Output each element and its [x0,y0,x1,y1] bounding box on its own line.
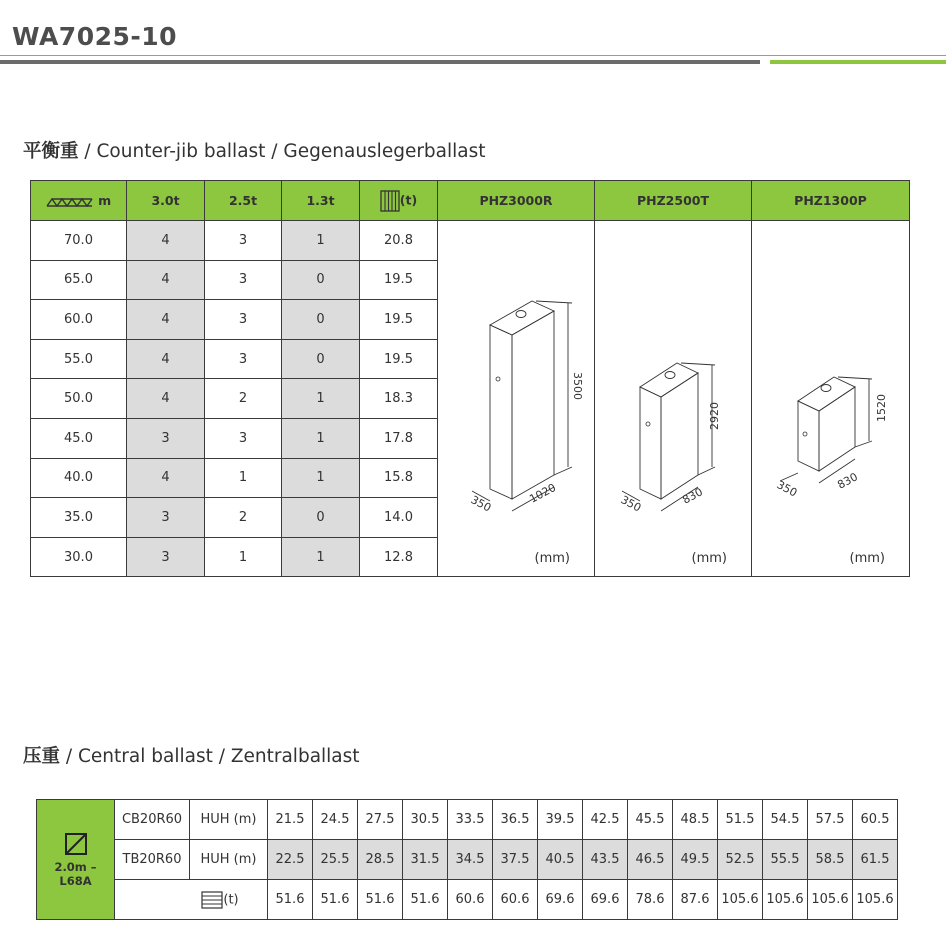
jib-length-cell: 45.0 [31,418,127,458]
hook-height-cell: 27.5 [358,800,403,840]
ballast-2-5t-cell: 3 [205,260,282,300]
phz2500t-unit-label: (mm) [691,551,727,567]
central-weight-cell: 78.6 [628,880,673,920]
ballast-2-5t-cell: 1 [205,537,282,577]
phz3000r-width: 1020 [527,481,559,506]
hook-height-cell: 61.5 [853,840,898,880]
jib-length-cell: 30.0 [31,537,127,577]
jib-lattice-icon [46,197,94,207]
block-phz3000r-header: PHZ3000R [438,181,595,221]
ballast-2-5t-cell: 3 [205,418,282,458]
central-weight-unit: (t) [223,892,239,907]
phz2500t-drawing-cell [595,221,752,577]
ballast-1-3t-cell: 1 [282,418,360,458]
ballast-1-3t-cell: 0 [282,300,360,340]
ballast-slab-icon [201,891,223,909]
hook-height-cell: 40.5 [538,840,583,880]
total-weight-cell: 19.5 [360,260,438,300]
central-weight-cell: 69.6 [538,880,583,920]
ballast-2-5t-cell: 3 [205,300,282,340]
ballast-type-cell: CB20R60 [115,800,190,840]
jib-length-cell: 40.0 [31,458,127,498]
central-ballast-title [23,742,360,768]
ballast-3t-cell: 3 [127,418,205,458]
mast-section-icon [64,832,88,856]
hook-height-cell: 22.5 [268,840,313,880]
jib-length-cell: 55.0 [31,339,127,379]
phz1300p-drawing-cell [752,221,910,577]
jib-length-header [31,181,127,221]
ballast-3t-cell: 4 [127,260,205,300]
ballast-2-5t-cell: 3 [205,339,282,379]
ballast-2-5t-cell: 1 [205,458,282,498]
hook-height-cell: 54.5 [763,800,808,840]
phz1300p-depth: 350 [774,478,800,500]
jib-length-cell: 65.0 [31,260,127,300]
hook-height-cell: 55.5 [763,840,808,880]
hook-height-cell: 60.5 [853,800,898,840]
hook-height-cell: 37.5 [493,840,538,880]
ballast-3t-cell: 4 [127,458,205,498]
hook-height-cell: 21.5 [268,800,313,840]
hook-height-cell: 33.5 [448,800,493,840]
hook-height-cell: 31.5 [403,840,448,880]
hook-height-cell: 42.5 [583,800,628,840]
phz2500t-width: 830 [680,485,705,507]
hook-height-cell: 28.5 [358,840,403,880]
ballast-3t-cell: 4 [127,379,205,419]
total-weight-cell: 18.3 [360,379,438,419]
ballast-1-3t-cell: 0 [282,339,360,379]
counter-jib-title-cjk: 平衡重 [23,141,79,162]
ballast-2-5t-cell: 3 [205,221,282,261]
hook-height-cell: 48.5 [673,800,718,840]
counter-jib-row [31,221,910,261]
ballast-1-3t-cell: 0 [282,498,360,538]
ballast-2-5t-cell: 2 [205,498,282,538]
total-weight-cell: 15.8 [360,458,438,498]
counter-jib-table [30,180,910,577]
counter-jib-title [23,137,486,163]
hook-height-cell: 51.5 [718,800,763,840]
phz2500t-height: 2920 [708,402,721,430]
jib-length-cell: 70.0 [31,221,127,261]
ballast-1-3t-header: 1.3t [282,181,360,221]
counter-jib-header-row [31,181,910,221]
hook-height-cell: 45.5 [628,800,673,840]
hook-height-unit-cell: HUH (m) [190,840,268,880]
central-weight-cell: 87.6 [673,880,718,920]
hook-height-unit-cell: HUH (m) [190,800,268,840]
central-weight-cell: 105.6 [763,880,808,920]
central-weight-label-cell [115,880,268,920]
central-weight-row [37,880,898,920]
model-title: WA7025-10 [12,22,178,51]
hook-height-cell: 52.5 [718,840,763,880]
central-weight-cell: 51.6 [358,880,403,920]
hook-height-cell: 49.5 [673,840,718,880]
central-weight-cell: 69.6 [583,880,628,920]
jib-length-cell: 50.0 [31,379,127,419]
central-weight-cell: 105.6 [718,880,763,920]
hook-height-cell: 25.5 [313,840,358,880]
central-weight-cell: 51.6 [268,880,313,920]
mast-section-label: 2.0m – L68A [54,859,97,888]
ballast-3t-cell: 3 [127,498,205,538]
phz2500t-depth: 350 [618,493,644,515]
phz1300p-unit-label: (mm) [849,551,885,567]
ballast-1-3t-cell: 1 [282,458,360,498]
hook-height-cell: 34.5 [448,840,493,880]
phz3000r-height: 3500 [571,372,584,400]
hook-height-cell: 36.5 [493,800,538,840]
header-rule-green [770,60,946,64]
central-weight-cell: 60.6 [493,880,538,920]
counter-jib-title-rest: / Counter-jib ballast / Gegenauslegerballast [78,141,486,162]
jib-unit: m [98,193,112,208]
central-ballast-title-rest: / Central ballast / Zentralballast [60,746,360,767]
central-weight-cell: 51.6 [313,880,358,920]
ballast-1-3t-cell: 1 [282,379,360,419]
ballast-2-5t-header: 2.5t [205,181,282,221]
header-rule-light [0,55,946,56]
hook-height-cell: 39.5 [538,800,583,840]
ballast-2-5t-cell: 2 [205,379,282,419]
jib-length-cell: 35.0 [31,498,127,538]
hook-height-cell: 46.5 [628,840,673,880]
phz1300p-height: 1520 [875,394,888,422]
central-weight-cell: 105.6 [808,880,853,920]
central-ballast-table [36,799,898,920]
mast-section-cell [37,800,115,920]
hook-height-cell: 58.5 [808,840,853,880]
phz1300p-width: 830 [835,470,860,492]
central-hook-height-row [37,840,898,880]
total-weight-cell: 14.0 [360,498,438,538]
total-weight-cell: 17.8 [360,418,438,458]
ballast-1-3t-cell: 1 [282,537,360,577]
hook-height-cell: 43.5 [583,840,628,880]
total-weight-cell: 12.8 [360,537,438,577]
ballast-3t-cell: 4 [127,339,205,379]
hook-height-cell: 30.5 [403,800,448,840]
block-phz2500t-header: PHZ2500T [595,181,752,221]
total-weight-header [360,181,438,221]
central-weight-cell: 60.6 [448,880,493,920]
ballast-stack-icon [380,190,400,212]
ballast-3t-cell: 4 [127,300,205,340]
hook-height-cell: 57.5 [808,800,853,840]
total-weight-cell: 20.8 [360,221,438,261]
ballast-1-3t-cell: 0 [282,260,360,300]
jib-length-cell: 60.0 [31,300,127,340]
total-weight-cell: 19.5 [360,300,438,340]
phz3000r-unit-label: (mm) [534,551,570,567]
phz3000r-drawing-cell [438,221,595,577]
block-phz1300p-header: PHZ1300P [752,181,910,221]
hook-height-cell: 24.5 [313,800,358,840]
total-weight-cell: 19.5 [360,339,438,379]
ballast-1-3t-cell: 1 [282,221,360,261]
central-weight-cell: 51.6 [403,880,448,920]
central-ballast-title-cjk: 压重 [23,746,61,767]
ballast-3t-cell: 4 [127,221,205,261]
ballast-3t-cell: 3 [127,537,205,577]
ballast-3t-header: 3.0t [127,181,205,221]
header-rule-dark [0,60,760,64]
total-unit: (t) [399,192,418,207]
central-hook-height-row [37,800,898,840]
ballast-type-cell: TB20R60 [115,840,190,880]
central-weight-cell: 105.6 [853,880,898,920]
phz3000r-depth: 350 [468,493,494,515]
